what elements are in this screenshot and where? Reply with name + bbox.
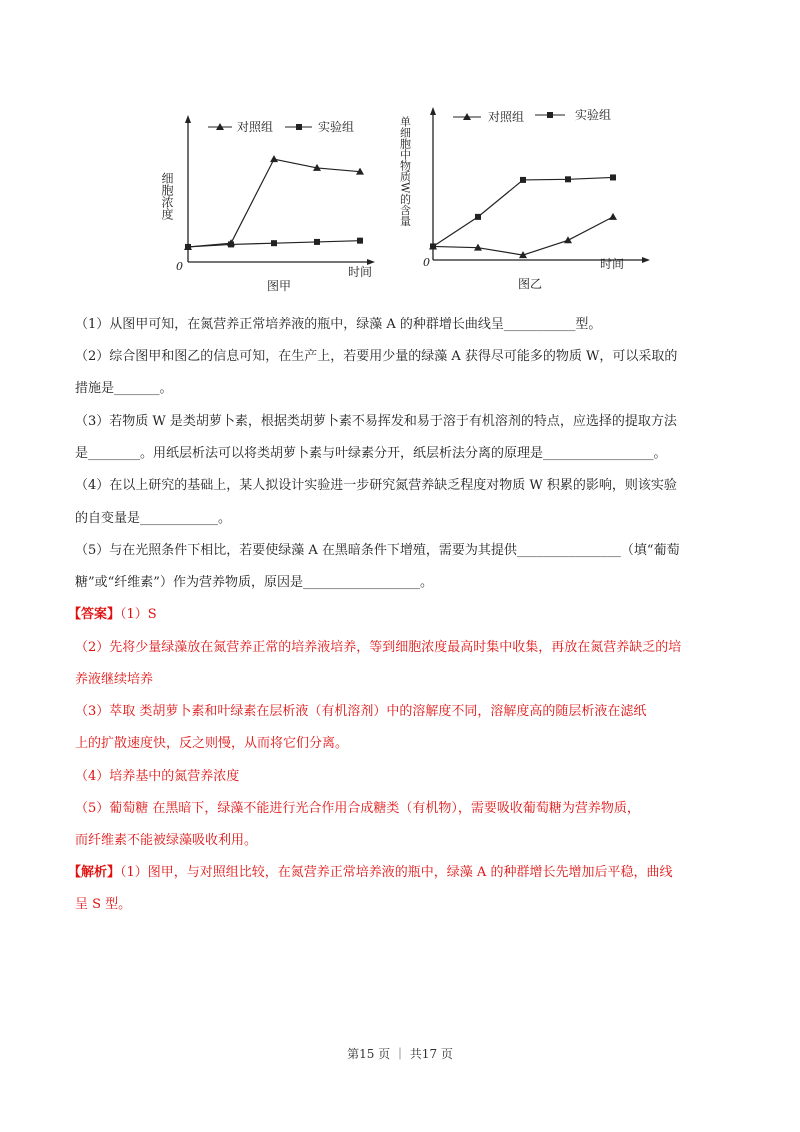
data-point-experiment-3 bbox=[565, 176, 571, 182]
question-3-cont: 是________。用纸层析法可以将类胡萝卜素与叶绿素分开，纸层析法分离的原理是_________________。 bbox=[75, 446, 667, 461]
answer-5: （5）葡萄糖 在黑暗下，绿藻不能进行光合作用合成糖类（有机物），需要吸收葡萄糖为营养物质， bbox=[75, 801, 640, 816]
series-line-control bbox=[433, 217, 613, 255]
legend bbox=[208, 119, 354, 134]
answer-4: （4）培养基中的氮营养浓度 bbox=[75, 769, 240, 784]
y-axis-arrow bbox=[430, 107, 436, 115]
data-point-control-4 bbox=[609, 213, 617, 220]
figure-jia bbox=[160, 110, 380, 300]
answer-line-1 bbox=[68, 606, 157, 624]
data-point-experiment-2 bbox=[520, 177, 526, 183]
answer-3-cont: 上的扩散速度快，反之则慢，从而将它们分离。 bbox=[75, 736, 349, 751]
answer-3: （3）萃取 类胡萝卜素和叶绿素在层析液（有机溶剂）中的溶解度不同，溶解度高的随层析液在滤纸 bbox=[75, 704, 647, 719]
chart-jia bbox=[160, 110, 380, 300]
answer-label: 【答案】 bbox=[68, 607, 121, 622]
data-point-experiment-0 bbox=[430, 243, 436, 249]
legend-square-icon bbox=[296, 124, 302, 130]
series-line-experiment bbox=[433, 177, 613, 246]
data-point-control-2 bbox=[270, 155, 278, 162]
data-point-experiment-4 bbox=[357, 238, 363, 244]
legend-label-experiment: 实验组 bbox=[318, 120, 355, 134]
answer-2: （2）先将少量绿藻放在氮营养正常的培养液培养，等到细胞浓度最高时集中收集，再放在氮营养缺乏的培 bbox=[75, 640, 682, 655]
legend-label-experiment: 实验组 bbox=[575, 108, 612, 122]
question-3: （3）若物质 W 是类胡萝卜素，根据类胡萝卜素不易挥发和易于溶于有机溶剂的特点，应选择的提取方法 bbox=[75, 414, 677, 429]
analysis-1: （1）图甲，与对照组比较，在氮营养正常培养液的瓶中，绿藻 A 的种群增长先增加后平稳，曲线 bbox=[120, 865, 673, 880]
question-2-cont: 措施是_______。 bbox=[75, 381, 173, 396]
legend-square-icon bbox=[547, 112, 553, 118]
legend bbox=[453, 108, 611, 124]
question-4: （4）在以上研究的基础上，某人拟设计实验进一步研究氮营养缺乏程度对物质 W 积累的影响，则该实验 bbox=[75, 478, 677, 493]
data-point-experiment-3 bbox=[314, 239, 320, 245]
x-axis-label: 时间 bbox=[600, 257, 625, 271]
answer-2-cont: 养液继续培养 bbox=[75, 672, 154, 687]
answer-1: （1）S bbox=[120, 607, 157, 622]
analysis-label: 【解析】 bbox=[68, 865, 121, 880]
origin-label: 0 bbox=[423, 256, 430, 269]
data-point-experiment-4 bbox=[610, 174, 616, 180]
question-5: （5）与在光照条件下相比，若要使绿藻 A 在黑暗条件下增殖，需要为其提供________________（填“葡萄 bbox=[75, 543, 680, 558]
question-1: （1）从图甲可知，在氮营养正常培养液的瓶中，绿藻 A 的种群增长曲线呈___________型。 bbox=[75, 317, 602, 332]
data-point-experiment-0 bbox=[185, 244, 191, 250]
page-footer: 第15 页 ｜ 共17 页 bbox=[347, 1047, 453, 1061]
data-point-control-3 bbox=[564, 236, 572, 243]
x-axis-label: 时间 bbox=[348, 265, 373, 279]
y-axis-label: 细胞浓度 bbox=[160, 172, 174, 220]
x-axis-arrow bbox=[642, 257, 650, 263]
series-line-control bbox=[188, 159, 360, 247]
data-point-experiment-1 bbox=[475, 214, 481, 220]
answer-5-cont: 而纤维素不能被绿藻吸收利用。 bbox=[75, 833, 258, 848]
figure-yi bbox=[395, 100, 655, 300]
figure-caption: 图甲 bbox=[267, 279, 292, 293]
question-5-cont: 糖”或“纤维素”）作为营养物质，原因是__________________。 bbox=[75, 575, 433, 590]
data-point-experiment-2 bbox=[271, 240, 277, 246]
y-axis-arrow bbox=[185, 115, 191, 123]
plot-area bbox=[184, 155, 364, 250]
legend-label-control: 对照组 bbox=[488, 110, 525, 124]
figure-caption: 图乙 bbox=[518, 277, 543, 291]
plot-area bbox=[429, 174, 617, 258]
analysis-line-1 bbox=[68, 864, 672, 882]
legend-label-control: 对照组 bbox=[237, 120, 274, 134]
question-4-cont: 的自变量是____________。 bbox=[75, 511, 232, 526]
data-point-experiment-1 bbox=[228, 241, 234, 247]
analysis-1-cont: 呈 S 型。 bbox=[75, 897, 132, 912]
y-axis-label: 单细胞中物质W的含量 bbox=[398, 116, 412, 227]
chart-yi bbox=[395, 100, 655, 300]
origin-label: 0 bbox=[176, 260, 183, 273]
question-2: （2）综合图甲和图乙的信息可知，在生产上，若要用少量的绿藻 A 获得尽可能多的物质 W，可以采取的 bbox=[75, 349, 678, 364]
